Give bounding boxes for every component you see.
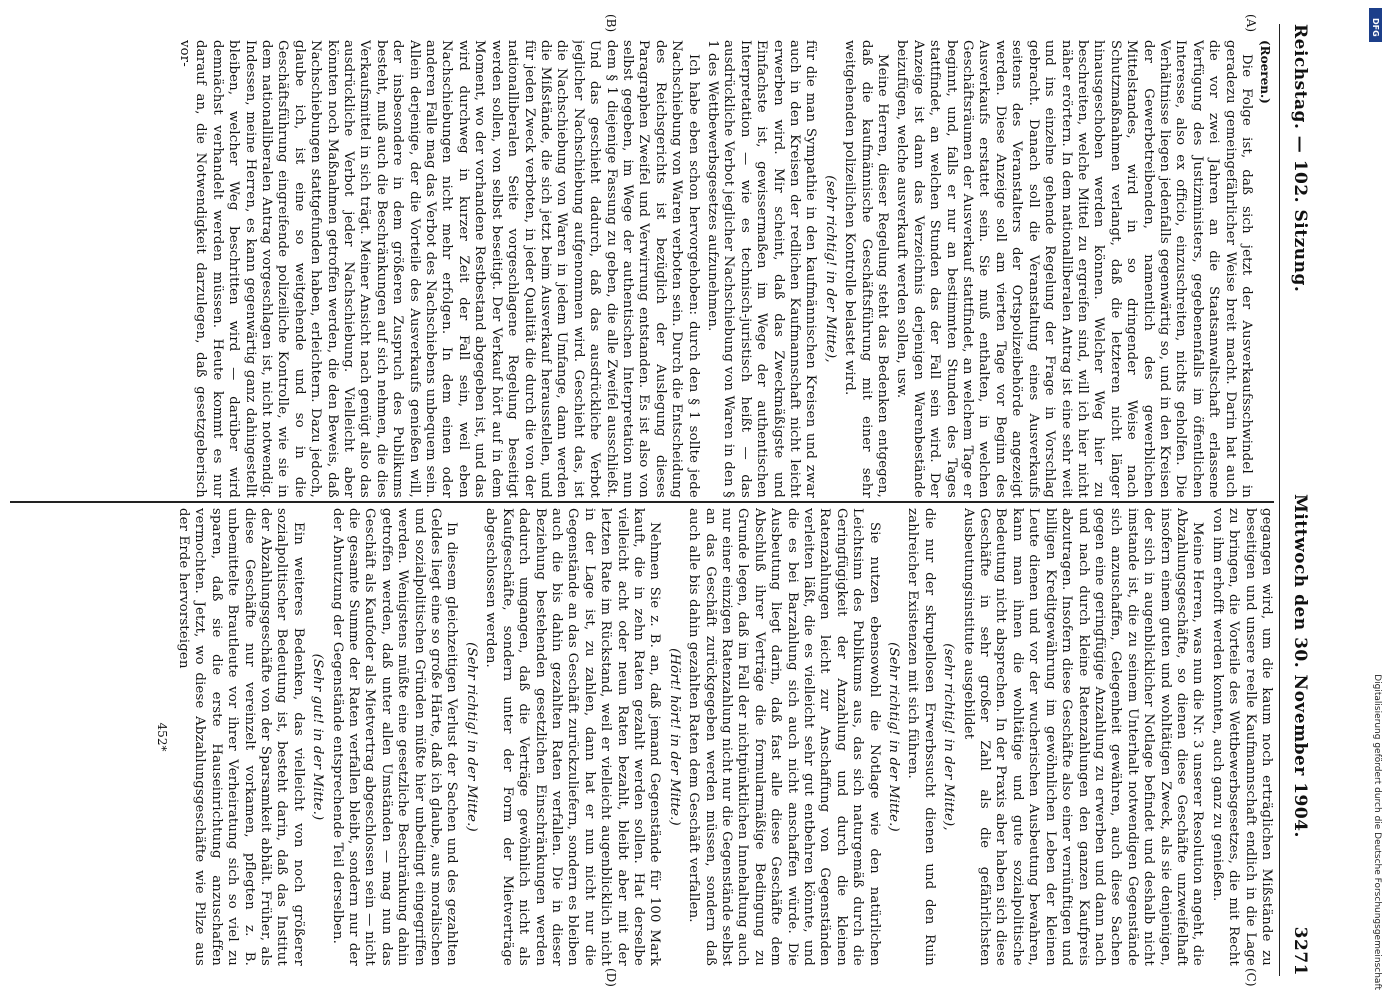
interjection: (Sehr richtig! in der Mitte.) bbox=[886, 642, 902, 832]
page-number: 3271 bbox=[1290, 926, 1310, 976]
column-divider bbox=[10, 501, 1274, 503]
margin-mark-c: (C) bbox=[1244, 968, 1258, 987]
right-column bbox=[10, 508, 1274, 966]
paragraph: In diesem gleichzeitigen Verlust der Sachen und des gezahlten Geldes liegt eine so große Härte, daß ich glaube, aus moralischen und sozialpolitischen Gründen müßte hier unbedingt eingegriffen werden. Wenigstens müßte eine gesetzliche Beschränkung dahin getroffen werden, daß unter allen Umständen — mag nun das Geschäft als Kaufoder als Mietvertrag abgeschlossen sein — nicht die gesamte Summe der Raten verfallen bleibt, sondern nur der der Abnutzung der Gegenstände entsprechende Teil derselben. bbox=[329, 508, 460, 966]
digitization-credit bbox=[1370, 10, 1383, 990]
signature-mark: 452* bbox=[154, 722, 169, 752]
interjection: (sehr richtig! in der Mitte), bbox=[941, 643, 957, 831]
paragraph: Meine Herren, was nun die Nr. 3 unserer Resolution angeht, die Abzahlungsgeschäfte, so dienen diese Geschäfte unzweifelhaft insofern einem guten und wohltätigen Zweck, als sie denjenigen, der sich in augenblicklicher Notlage befindet und deshalb nicht imstande ist, die zu seinem Unterhalt notwendigen Gegenstände sich anzuschaffen, Gelegenheit gewähren, auch diese Sachen gegen eine geringfügige Anzahlung zu erwerben und dann nach und nach durch kleine Ratenzahlungen den ganzen Kaufpreis abzutragen. Insofern diese Geschäfte also einer vernünftigen und billigen Kreditgewährung im gewöhnlichen Leben der kleinen Leute dienen und vor der wucherischen Ausbeutung bewahren, kann man ihnen die wohltätige und gute sozialpolitische Bedeutung nicht absprechen. In der Praxis aber haben sich diese Geschäfte in sehr großer Zahl als die gefährlichsten Ausbeutungsinstitute ausgebildet bbox=[960, 508, 1206, 966]
margin-mark-a: (A) bbox=[1244, 14, 1258, 33]
document-page bbox=[0, 10, 1318, 990]
left-column bbox=[10, 40, 1274, 498]
page-header bbox=[1284, 24, 1310, 976]
margin-mark-b: (B) bbox=[604, 14, 618, 33]
header-session: Reichstag. — 102. Sitzung. bbox=[1290, 24, 1310, 293]
interjection: (sehr richtig! in der Mitte), bbox=[822, 175, 838, 363]
paragraph: Ich habe eben schon hervorgehoben: durch den § 1 sollte jede Nachschiebung von Waren verboten sein. Durch die Entscheidung des Reichsgerichts ist bezüglich der Auslegung dieses Paragraphen Zweifel und Verwirrung entstanden. Es ist also von selbst gegeben, im Wege der authentischen Interpretation nun dem § 1 diejenige Fassung zu geben, die alle Zweifel ausschließt. Und das geschieht dadurch, daß das ausdrückliche Verbot jeglicher Nachschiebung aufgenommen wird. Geschieht das, ist die Nachschiebung von Waren in jedem Umfange, dann werden die Mißstände, die sich jetzt beim Ausverkauf herausstellen, und für jeden Zweck verboten, in jeder Qualität die durch die von der nationalliberalen Seite vorgeschlagene Regelung beseitigt werden sollen, von selbst beseitigt. Der Verkauf hört auf in dem Moment, wo der vorhandene Restbestand abgegeben ist, und das wird durchweg in kurzer Zeit der Fall sein, weil eben Nachschiebungen nicht mehr erfolgen. In dem einen oder anderen Falle mag das Verbot des Nachschiebens unbequem sein. Allein derjenige, der die Vorteile des Ausverkaufs genießen will, der insbesondere in dem größeren Zuspruch des Publikums besteht, muß auch die Beschränkungen auf sich nehmen, die dies Verkaufsmittel in sich trägt. Meiner Ansicht nach genügt also das ausdrückliche Verbot jeder Nachschiebung. Vielleicht aber könnten noch Maßnahmen getroffen werden, die den Beweis, daß Nachschiebungen stattgefunden haben, erleichtern. Dazu jedoch, glaube ich, ist eine so weitgehende und so in die Geschäftsführung eingreifende polizeiliche Kontrolle, wie sie in dem nationalliberalen Antrag vorgeschlagen ist, nicht notwendig. Indessen, meine Herren, es kann gegenwärtig ganz dahingestellt bleiben, welcher Weg beschritten wird — darüber wird demnächst verhandelt werden müssen. Heute kommt es nur darauf an, die Notwendigkeit darzulegen, daß gesetzgeberisch vor- bbox=[177, 40, 701, 498]
interjection: (Sehr richtig! in der Mitte.) bbox=[463, 642, 479, 832]
dfg-logo-icon: DFG bbox=[1369, 8, 1382, 42]
paragraph: Ein weiteres Bedenken, das vielleicht von noch größerer sozialpolitischer Bedeutung ist, besteht darin, daß das Institut der Abzahlungsgeschäfte von der Sparsamkeit abhält. Früher, als diese Geschäfte nur vereinzelt vorkamen, pflegten z. B. unbemittelte Brautleute vor ihrer Verheiratung sich so viel zu sparen, daß sie die erste Hauseinrichtung anzuschaffen vermochten. Jetzt, wo diese Abzahlungsgeschäfte wie Pilze aus der Erde hervorsteigen bbox=[176, 508, 306, 966]
paragraph: für die man Sympathie in den kaufmännischen Kreisen und zwar auch in den Kreisen der redlichen Kaufmannschaft nicht leicht erwerben wird. Mir scheint, daß das Zweckmäßigste und Einfachste ist, gewissermaßen im Wege der authentischen Interpretation — wie es technisch-juristisch heißt — das ausdrückliche Verbot jeglicher Nachschiebung von Waren in den § 1 des Wettbewerbsgesetzes aufzunehmen. bbox=[705, 40, 819, 498]
speaker-name: (Roeren.) bbox=[1258, 40, 1272, 104]
header-date: Mittwoch den 30. November 1904. bbox=[1290, 494, 1310, 838]
header-rule bbox=[1279, 24, 1280, 976]
paragraph: Die Folge ist, daß sich jetzt der Ausverkaufsschwindel in geradezu gemeingefährlicher Weise breit macht. Darin hat auch die vor zwei Jahren an die Staatsanwaltschaft erlassene Verfügung des Justizministers, gegebenenfalls im öffentlichen Interesse, also ex officio, einzuschreiten, nichts geholfen. Die Verhältnisse liegen jedenfalls gegenwärtig so, und in den Kreisen der Gewerbetreibenden, namentlich des gewerblichen Mittelstandes, wird in so dringender Weise nach Schutzmaßnahmen verlangt, daß die letzteren nicht länger hinausgeschoben werden können. Welcher Weg hier zu beschreiten, welche Mittel zu ergreifen sind, will ich hier nicht näher erörtern. In dem nationalliberalen Antrag ist eine sehr weit und ins einzelne gehende Regelung der Frage in Vorschlag gebracht. Danach soll die Veranstaltung eines Ausverkaufs seitens des Veranstalters der Ortspolizeibehörde angezeigt werden. Diese Anzeige soll am vierten Tage vor Beginn des Ausverkaufs erstattet sein. Sie muß enthalten, in welchen Geschäftsräumen der Ausverkauf stattfindet, an welchem Tage er beginnt, und, falls er nur an bestimmten Stunden des Tages stattfindet, an welchen Stunden das der Fall sein wird. Der Anzeige ist dann das Verzeichnis derjenigen Warenbestände beizufügen, welche ausverkauft werden sollen, usw. bbox=[894, 40, 1254, 498]
interjection: (Hört! hört! in der Mitte.) bbox=[666, 648, 682, 826]
paragraph: Nehmen Sie z. B. an, daß jemand Gegenstände für 100 Mark kauft, die in zehn Raten gezahlt werden sollen. Hat derselbe vielleicht acht oder neun Raten bezahlt, bleibt aber mit der letzten Rate im Rückstand, weil er vielleicht augenblicklich nicht in der Lage ist, zu zahlen, dann hat er nun nicht nur die Gegenstände an das Geschäft zurückzuliefern, sondern es bleiben auch die bis dahin gezahlten Raten verfallen. Die in dieser Beziehung bestehenden gesetzlichen Einschränkungen werden dadurch umgangen, daß die Verträge gewöhnlich nicht als Kaufgeschäfte, sondern unter der Form der Mietverträge abgeschlossen werden. bbox=[483, 508, 663, 966]
paragraph: Sie nutzen ebensowohl die Notlage wie den natürlichen Leichtsinn des Publikums aus, das sich naturgemäß durch die Geringfügigkeit der Anzahlung und durch die kleinen Ratenzahlungen leicht zur Anschaffung von Gegenständen verleiten läßt, die es vielleicht sehr gut entbehren könnte, und die es bei Barzahlung sich auch nicht anschaffen würde. Die Ausbeutung liegt darin, daß fast alle diese Geschäfte dem Abschluß ihrer Verträge die formularmäßige Bedingung zu Grunde legen, daß im Fall der nichtpünktlichen Innehaltung auch nur einer einzigen Ratenzahlung nicht nur die Gegenstände selbst an das Geschäft zurückgegeben werden müssen, sondern daß auch alle bis dahin gezahlten Raten dem Geschäft verfallen. bbox=[686, 508, 882, 966]
margin-mark-d: (D) bbox=[604, 968, 618, 987]
paragraph: Meine Herren, dieser Regelung steht das Bedenken entgegen, daß die kaufmännische Geschäftsführung mit einer sehr weitgehenden polizeilichen Kontrolle belastet wird. bbox=[842, 40, 891, 498]
paragraph: gegangen wird, um die kaum noch erträglichen Mißstände zu beseitigen und unsere reelle Kaufmannschaft endlich in die Lage zu bringen, die Vorteile des Wettbewerbsgesetzes, die mit Recht von ihm erhofft werden konnten, auch ganz zu genießen. bbox=[1209, 508, 1274, 966]
interjection: (Sehr gut! in der Mitte.) bbox=[310, 653, 326, 821]
paragraph: die nur der skrupellosen Erwerbssucht dienen und den Ruin zahlreicher Existenzen mit sich führen. bbox=[905, 508, 937, 966]
credit-text: Digitalisierung gefördert durch die Deutsche Forschungsgemeinschaft bbox=[1372, 674, 1382, 990]
